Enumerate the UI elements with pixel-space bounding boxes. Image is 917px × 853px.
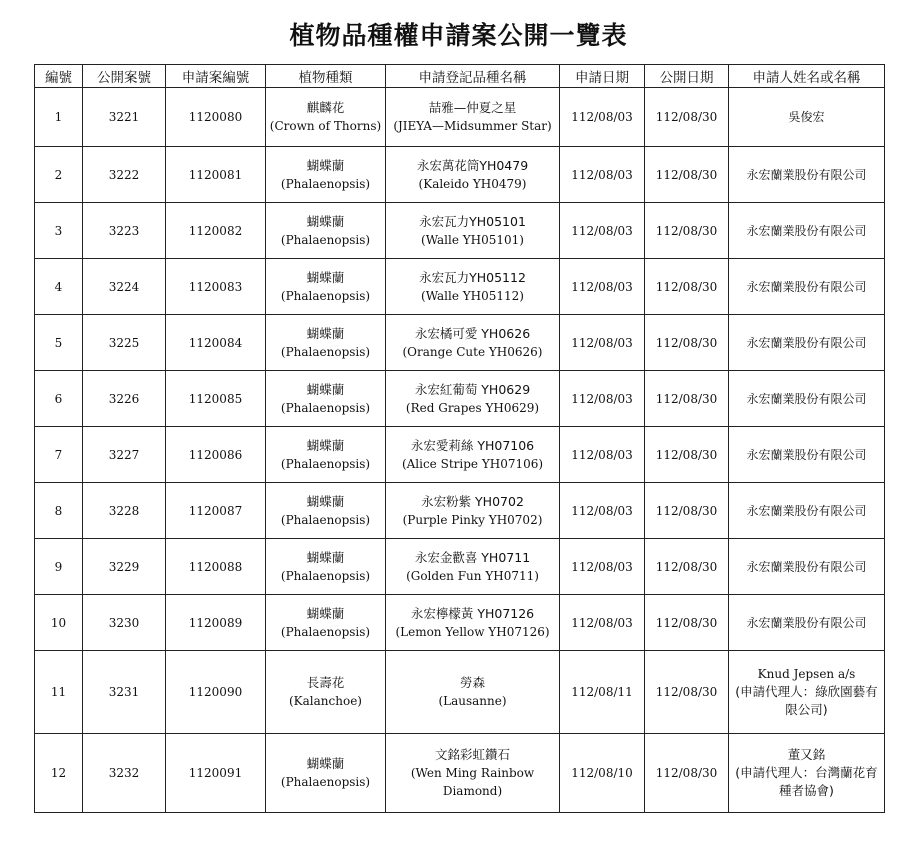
variety-zh: 文銘彩虹鑽石	[434, 747, 510, 762]
cell-variety	[386, 595, 560, 651]
cell-application-date: 112/08/03	[560, 259, 645, 315]
table-row	[35, 483, 885, 539]
cell-application-date: 112/08/03	[560, 427, 645, 483]
species-en: (Phalaenopsis)	[280, 344, 371, 359]
cell-species	[266, 651, 386, 734]
variety-zh: 永宏瓦力YH05101	[419, 213, 526, 229]
header-publication-no: 公開案號	[83, 65, 166, 88]
variety-zh: 永宏粉紫 YH0702	[421, 493, 524, 509]
cell-species	[266, 147, 386, 203]
cell-number: 5	[35, 315, 83, 371]
page-title: 植物品種權申請案公開一覽表	[289, 21, 628, 50]
applicant-agent-note: (申請代理人：綠欣園藝有限公司)	[735, 684, 878, 717]
species-zh: 麒麟花	[306, 100, 345, 115]
cell-applicant: 永宏蘭業股份有限公司	[729, 371, 885, 427]
variety-zh: 永宏橘可愛 YH0626	[414, 325, 531, 341]
species-zh: 長壽花	[306, 675, 345, 690]
cell-publication-date: 112/08/30	[645, 259, 729, 315]
cell-applicant: 永宏蘭業股份有限公司	[729, 203, 885, 259]
table-row	[35, 147, 885, 203]
cell-publication-no: 3224	[83, 259, 166, 315]
cell-publication-no: 3227	[83, 427, 166, 483]
species-zh: 蝴蝶蘭	[306, 605, 345, 621]
cell-variety	[386, 88, 560, 147]
cell-application-no: 1120080	[166, 88, 266, 147]
cell-application-no: 1120089	[166, 595, 266, 651]
cell-application-no: 1120087	[166, 483, 266, 539]
variety-en: (Golden Fun YH0711)	[406, 568, 539, 583]
cell-publication-date: 112/08/30	[645, 203, 729, 259]
cell-number: 2	[35, 147, 83, 203]
cell-number: 7	[35, 427, 83, 483]
cell-publication-date: 112/08/30	[645, 734, 729, 813]
cell-publication-no: 3222	[83, 147, 166, 203]
cell-applicant: 永宏蘭業股份有限公司	[729, 539, 885, 595]
species-en: (Phalaenopsis)	[280, 288, 371, 303]
cell-publication-date: 112/08/30	[645, 651, 729, 734]
species-zh: 蝴蝶蘭	[306, 756, 345, 771]
species-zh: 蝴蝶蘭	[306, 269, 345, 285]
cell-applicant: 永宏蘭業股份有限公司	[729, 595, 885, 651]
header-publication-date: 公開日期	[645, 65, 729, 88]
cell-application-date: 112/08/03	[560, 595, 645, 651]
cell-species	[266, 203, 386, 259]
cell-variety	[386, 483, 560, 539]
variety-zh: 永宏萬花筒YH0479	[416, 157, 529, 173]
cell-applicant	[729, 651, 885, 734]
species-zh: 蝴蝶蘭	[306, 157, 345, 173]
cell-species	[266, 595, 386, 651]
table-row	[35, 371, 885, 427]
applicant-name: 董又銘	[787, 747, 826, 762]
cell-application-no: 1120091	[166, 734, 266, 813]
cell-variety	[386, 651, 560, 734]
cell-publication-no: 3228	[83, 483, 166, 539]
species-en: (Phalaenopsis)	[280, 176, 371, 191]
cell-application-no: 1120086	[166, 427, 266, 483]
species-zh: 蝴蝶蘭	[306, 381, 345, 397]
species-en: (Kalanchoe)	[289, 694, 362, 708]
cell-application-no: 1120085	[166, 371, 266, 427]
cell-publication-no: 3221	[83, 88, 166, 147]
species-zh: 蝴蝶蘭	[306, 493, 345, 509]
cell-publication-no: 3231	[83, 651, 166, 734]
variety-en: (Walle YH05101)	[421, 232, 524, 247]
variety-en: (Lausanne)	[438, 694, 507, 708]
cell-publication-no: 3223	[83, 203, 166, 259]
header-number: 編號	[35, 65, 83, 88]
variety-zh: 永宏愛莉絲 YH07106	[410, 437, 535, 453]
cell-number: 11	[35, 651, 83, 734]
cell-variety	[386, 371, 560, 427]
cell-applicant: 永宏蘭業股份有限公司	[729, 147, 885, 203]
table-row	[35, 203, 885, 259]
cell-number: 12	[35, 734, 83, 813]
cell-number: 1	[35, 88, 83, 147]
cell-species	[266, 259, 386, 315]
variety-zh: 永宏檸檬黃 YH07126	[410, 605, 535, 621]
cell-application-date: 112/08/11	[560, 651, 645, 734]
cell-publication-date: 112/08/30	[645, 427, 729, 483]
species-en: (Crown of Thorns)	[269, 119, 382, 133]
cell-variety	[386, 147, 560, 203]
table-row	[35, 539, 885, 595]
cell-publication-date: 112/08/30	[645, 483, 729, 539]
cell-application-date: 112/08/03	[560, 371, 645, 427]
cell-publication-no: 3230	[83, 595, 166, 651]
species-en: (Phalaenopsis)	[280, 775, 371, 789]
applicant-agent-note: (申請代理人：台灣蘭花育種者協會)	[735, 765, 878, 798]
cell-applicant: 永宏蘭業股份有限公司	[729, 483, 885, 539]
cell-species	[266, 427, 386, 483]
table-row	[35, 595, 885, 651]
cell-application-no: 1120083	[166, 259, 266, 315]
table-row	[35, 315, 885, 371]
publication-table	[34, 64, 885, 813]
species-en: (Phalaenopsis)	[280, 624, 371, 639]
variety-en: (JIEYA—Midsummer Star)	[393, 119, 552, 133]
variety-en: (Walle YH05112)	[421, 288, 524, 303]
cell-variety	[386, 259, 560, 315]
cell-publication-date: 112/08/30	[645, 147, 729, 203]
species-zh: 蝴蝶蘭	[306, 325, 345, 341]
species-zh: 蝴蝶蘭	[306, 213, 345, 229]
table-row	[35, 88, 885, 147]
cell-application-date: 112/08/03	[560, 483, 645, 539]
variety-en: (Lemon Yellow YH07126)	[395, 624, 550, 639]
cell-species	[266, 315, 386, 371]
cell-variety	[386, 734, 560, 813]
species-zh: 蝴蝶蘭	[306, 549, 345, 565]
cell-publication-no: 3226	[83, 371, 166, 427]
variety-zh: 永宏紅葡萄 YH0629	[414, 381, 531, 397]
cell-number: 9	[35, 539, 83, 595]
variety-en: (Alice Stripe YH07106)	[401, 456, 544, 471]
cell-application-no: 1120082	[166, 203, 266, 259]
species-en: (Phalaenopsis)	[280, 456, 371, 471]
cell-variety	[386, 203, 560, 259]
cell-species	[266, 734, 386, 813]
cell-applicant	[729, 734, 885, 813]
species-zh: 蝴蝶蘭	[306, 437, 345, 453]
cell-applicant: 永宏蘭業股份有限公司	[729, 427, 885, 483]
cell-number: 8	[35, 483, 83, 539]
cell-application-date: 112/08/03	[560, 88, 645, 147]
cell-application-date: 112/08/03	[560, 539, 645, 595]
cell-number: 6	[35, 371, 83, 427]
species-en: (Phalaenopsis)	[280, 232, 371, 247]
table-row	[35, 427, 885, 483]
cell-applicant: 永宏蘭業股份有限公司	[729, 315, 885, 371]
cell-application-no: 1120088	[166, 539, 266, 595]
variety-en: (Wen Ming Rainbow Diamond)	[410, 766, 535, 798]
cell-publication-date: 112/08/30	[645, 315, 729, 371]
cell-application-no: 1120090	[166, 651, 266, 734]
cell-application-date: 112/08/03	[560, 147, 645, 203]
cell-publication-no: 3229	[83, 539, 166, 595]
cell-publication-no: 3232	[83, 734, 166, 813]
cell-publication-date: 112/08/30	[645, 88, 729, 147]
cell-number: 10	[35, 595, 83, 651]
cell-application-date: 112/08/10	[560, 734, 645, 813]
cell-publication-date: 112/08/30	[645, 539, 729, 595]
cell-species	[266, 88, 386, 147]
cell-species	[266, 539, 386, 595]
cell-number: 4	[35, 259, 83, 315]
cell-species	[266, 371, 386, 427]
species-en: (Phalaenopsis)	[280, 568, 371, 583]
cell-applicant: 吳俊宏	[729, 88, 885, 147]
variety-zh: 喆雅—仲夏之星	[428, 100, 517, 115]
cell-publication-no: 3225	[83, 315, 166, 371]
header-application-no: 申請案編號	[166, 65, 266, 88]
header-application-date: 申請日期	[560, 65, 645, 88]
cell-number: 3	[35, 203, 83, 259]
cell-species	[266, 483, 386, 539]
cell-variety	[386, 427, 560, 483]
table-row	[35, 651, 885, 734]
cell-variety	[386, 315, 560, 371]
species-en: (Phalaenopsis)	[280, 400, 371, 415]
cell-variety	[386, 539, 560, 595]
header-plant-species: 植物種類	[266, 65, 386, 88]
variety-en: (Red Grapes YH0629)	[405, 400, 540, 415]
table-row	[35, 259, 885, 315]
cell-publication-date: 112/08/30	[645, 595, 729, 651]
header-row	[35, 65, 885, 88]
cell-applicant: 永宏蘭業股份有限公司	[729, 259, 885, 315]
species-en: (Phalaenopsis)	[280, 512, 371, 527]
cell-application-date: 112/08/03	[560, 203, 645, 259]
variety-en: (Kaleido YH0479)	[418, 176, 527, 191]
variety-en: (Purple Pinky YH0702)	[402, 512, 543, 527]
applicant-name: Knud Jepsen a/s	[757, 667, 856, 681]
table-row	[35, 734, 885, 813]
cell-application-no: 1120081	[166, 147, 266, 203]
header-applicant: 申請人姓名或名稱	[729, 65, 885, 88]
cell-publication-date: 112/08/30	[645, 371, 729, 427]
cell-application-date: 112/08/03	[560, 315, 645, 371]
variety-zh: 勞森	[459, 675, 485, 690]
header-variety-name: 申請登記品種名稱	[386, 65, 560, 88]
cell-application-no: 1120084	[166, 315, 266, 371]
variety-zh: 永宏金歡喜 YH0711	[414, 549, 531, 565]
variety-en: (Orange Cute YH0626)	[402, 344, 543, 359]
variety-zh: 永宏瓦力YH05112	[419, 269, 526, 285]
